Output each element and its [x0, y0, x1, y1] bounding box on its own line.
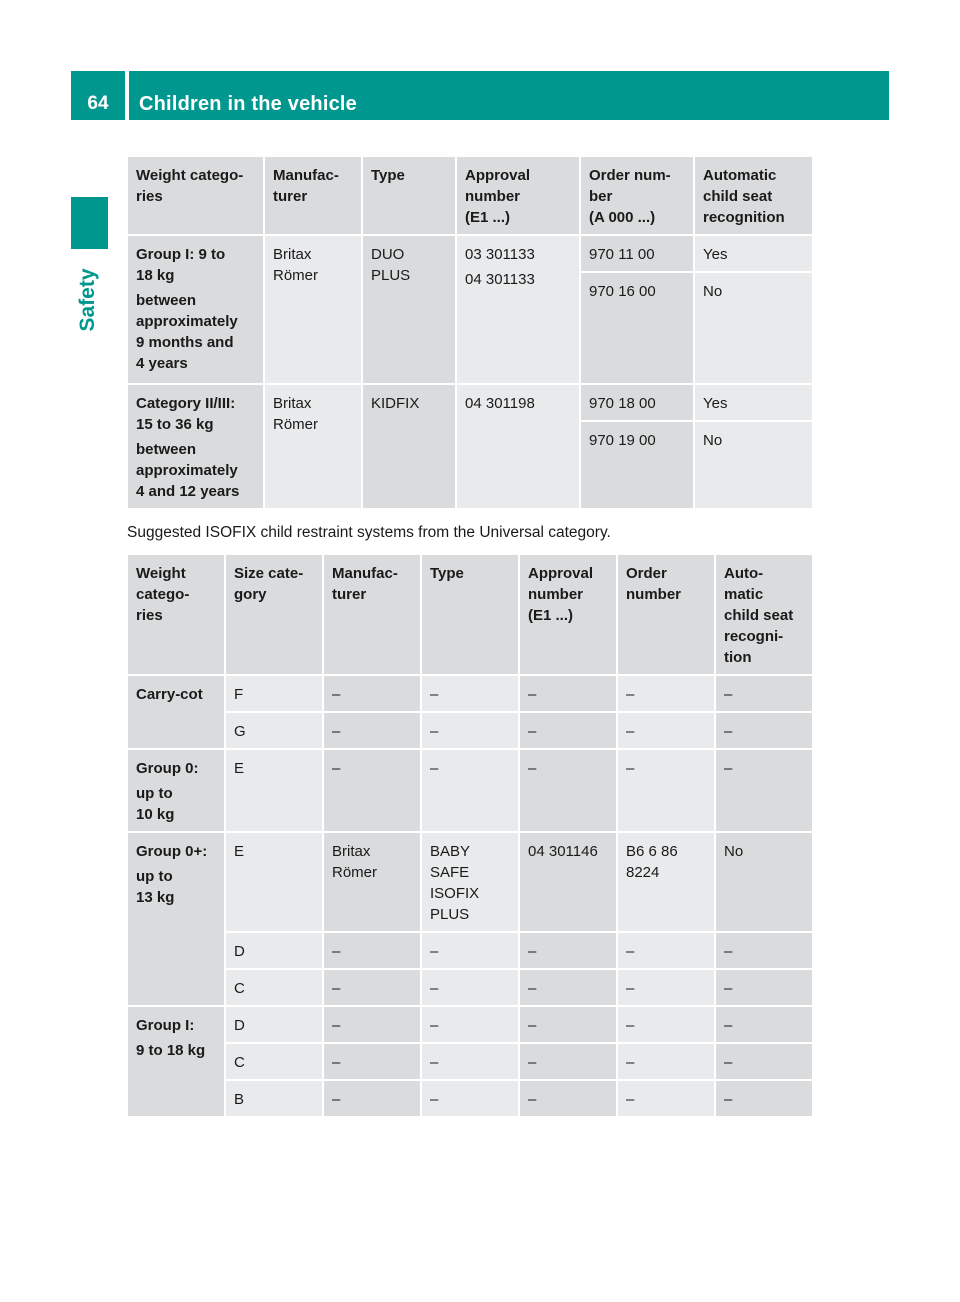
weight-category-detail-line: between — [136, 292, 197, 309]
cell-text: Britax — [332, 843, 371, 860]
size-category-cell: E — [225, 749, 323, 832]
column-header — [456, 156, 580, 235]
order-number-cell — [617, 675, 715, 712]
type-cell — [421, 969, 519, 1006]
auto-recognition-cell — [715, 1043, 813, 1080]
weight-category-title: Group I: — [136, 1017, 195, 1034]
weight-category-detail-line: up to — [136, 868, 173, 885]
column-header-line: Size cate- — [234, 565, 304, 582]
size-category-cell: B — [225, 1080, 323, 1117]
column-header — [127, 554, 225, 675]
weight-category-cell — [127, 749, 225, 832]
cell-text: – — [528, 723, 537, 740]
table-row — [127, 712, 813, 749]
table-header-row — [127, 156, 813, 235]
column-header-line: child seat — [724, 607, 794, 624]
weight-category-detail — [136, 290, 255, 374]
weight-category-cell — [127, 384, 264, 509]
column-header-line: ries — [136, 188, 163, 205]
header-divider — [125, 71, 129, 120]
column-header-line: Approval — [465, 167, 531, 184]
order-number-cell — [617, 1080, 715, 1117]
auto-recognition-cell — [715, 1006, 813, 1043]
auto-recognition-cell: Yes — [694, 384, 813, 421]
weight-category-detail — [136, 439, 255, 502]
weight-category-detail-line: 13 kg — [136, 889, 175, 906]
table-row — [127, 1043, 813, 1080]
approval-cell — [456, 384, 580, 509]
cell-text: ISOFIX — [430, 885, 480, 902]
cell-text: – — [332, 760, 341, 777]
cell-text: – — [430, 980, 439, 997]
column-header-line: Order num- — [589, 167, 671, 184]
manufacturer-text: Britax — [273, 246, 312, 263]
weight-category-detail — [136, 866, 216, 908]
weight-category-cell — [127, 235, 264, 384]
section-marker — [71, 197, 108, 249]
manufacturer-cell — [264, 384, 362, 509]
weight-category-detail-line: 10 kg — [136, 806, 175, 823]
column-header — [362, 156, 456, 235]
approval-cell — [519, 675, 617, 712]
cell-text: – — [332, 723, 341, 740]
approval-text: 03 301133 — [465, 246, 535, 263]
type-cell — [421, 1080, 519, 1117]
type-cell — [421, 832, 519, 932]
size-category-cell: G — [225, 712, 323, 749]
column-header-line: number — [626, 586, 682, 603]
weight-category-detail-line: 9 months and — [136, 334, 234, 351]
isofix-universal-table — [126, 553, 814, 1118]
approval-cell — [519, 749, 617, 832]
column-header-line: recogni- — [724, 628, 784, 645]
approval-cell — [519, 832, 617, 932]
table-row — [127, 749, 813, 832]
order-number-cell: 970 19 00 — [580, 421, 694, 509]
approval-cell — [519, 932, 617, 969]
cell-text: – — [528, 686, 537, 703]
auto-recognition-cell — [715, 969, 813, 1006]
column-header-line: Weight — [136, 565, 186, 582]
cell-text: – — [626, 1054, 635, 1071]
auto-recognition-cell — [715, 832, 813, 932]
manufacturer-cell — [264, 235, 362, 384]
column-header — [421, 554, 519, 675]
column-header — [519, 554, 617, 675]
cell-text: – — [724, 1091, 733, 1108]
cell-text: – — [724, 760, 733, 777]
manufacturer-cell — [323, 969, 421, 1006]
column-header-line: Auto- — [724, 565, 764, 582]
manufacturer-cell — [323, 712, 421, 749]
approval-cell — [519, 969, 617, 1006]
section-label: Safety — [76, 268, 99, 332]
approval-cell — [519, 1043, 617, 1080]
cell-text: – — [528, 760, 537, 777]
cell-text: – — [626, 1091, 635, 1108]
cell-text: B6 6 86 — [626, 843, 678, 860]
weight-category-title: 18 kg — [136, 267, 175, 284]
weight-category-cell — [127, 675, 225, 749]
approval-text: 04 301133 — [465, 271, 535, 288]
cell-text: – — [528, 1017, 537, 1034]
order-number-cell — [617, 749, 715, 832]
page-number: 64 — [87, 93, 109, 114]
type-cell — [421, 1006, 519, 1043]
size-category-cell: D — [225, 1006, 323, 1043]
column-header — [127, 156, 264, 235]
approval-cell — [456, 235, 580, 384]
weight-category-detail-line: 4 and 12 years — [136, 483, 240, 500]
auto-recognition-cell: Yes — [694, 235, 813, 272]
column-header-line: matic — [724, 586, 764, 603]
column-header-line: Type — [371, 167, 405, 184]
order-number-cell: 970 16 00 — [580, 272, 694, 384]
table-row — [127, 1006, 813, 1043]
auto-recognition-cell — [715, 932, 813, 969]
type-cell — [362, 384, 456, 509]
weight-category-detail — [136, 783, 216, 825]
page-header-bar — [71, 71, 889, 120]
column-header-line: child seat — [703, 188, 773, 205]
approval-cell — [519, 712, 617, 749]
column-header — [617, 554, 715, 675]
column-header-line: number — [465, 188, 521, 205]
column-header-line: Manufac- — [273, 167, 339, 184]
table-row — [127, 675, 813, 712]
weight-category-detail-line: approximately — [136, 313, 238, 330]
manufacturer-cell — [323, 675, 421, 712]
cell-text: – — [332, 980, 341, 997]
cell-text: BABY SAFE — [430, 843, 470, 881]
type-text: DUO — [371, 246, 405, 263]
manufacturer-cell — [323, 1006, 421, 1043]
cell-text: – — [430, 1054, 439, 1071]
auto-recognition-cell: No — [694, 421, 813, 509]
page-title: Children in the vehicle — [139, 93, 357, 115]
weight-category-detail-line: 9 to 18 kg — [136, 1042, 206, 1059]
table-row — [127, 969, 813, 1006]
type-cell — [421, 712, 519, 749]
weight-category-detail — [136, 1040, 216, 1061]
cell-text: 8224 — [626, 864, 660, 881]
order-number-cell — [617, 932, 715, 969]
auto-recognition-cell — [715, 675, 813, 712]
manufacturer-text: Britax — [273, 395, 312, 412]
type-text: KIDFIX — [371, 395, 420, 412]
column-header-line: Approval — [528, 565, 594, 582]
weight-category-detail-line: up to — [136, 785, 173, 802]
cell-text: PLUS — [430, 906, 470, 923]
cell-text: – — [626, 686, 635, 703]
column-header-line: number — [528, 586, 584, 603]
cell-text: – — [332, 1091, 341, 1108]
column-header-line: (E1 ...) — [528, 607, 574, 624]
order-number-cell — [617, 1006, 715, 1043]
type-cell — [421, 675, 519, 712]
table-row — [127, 932, 813, 969]
cell-text: – — [626, 760, 635, 777]
table-caption: Suggested ISOFIX child restraint systems from the Universal category. — [127, 524, 611, 541]
approval-text: 04 301198 — [465, 395, 535, 412]
order-number-cell: 970 18 00 — [580, 384, 694, 421]
table-row — [127, 1080, 813, 1117]
cell-text: – — [332, 686, 341, 703]
approval-cell — [519, 1006, 617, 1043]
cell-text: – — [626, 980, 635, 997]
manufacturer-cell — [323, 932, 421, 969]
approval-cell — [519, 1080, 617, 1117]
type-cell — [362, 235, 456, 384]
manufacturer-cell — [323, 749, 421, 832]
cell-text: – — [430, 723, 439, 740]
weight-category-title: 15 to 36 kg — [136, 416, 214, 433]
weight-category-title: Group 0+: — [136, 843, 208, 860]
order-number-cell: 970 11 00 — [580, 235, 694, 272]
auto-recognition-cell: No — [694, 272, 813, 384]
weight-category-title: Group 0: — [136, 760, 199, 777]
weight-category-title: Group I: 9 to — [136, 246, 226, 263]
cell-text: – — [430, 760, 439, 777]
column-header-line: Order — [626, 565, 667, 582]
column-header-line: Type — [430, 565, 464, 582]
cell-text: – — [332, 1054, 341, 1071]
column-header-line: Weight catego- — [136, 167, 244, 184]
cell-text: – — [528, 1054, 537, 1071]
column-header — [225, 554, 323, 675]
isofix-specific-table — [126, 155, 814, 510]
auto-recognition-cell — [715, 1080, 813, 1117]
order-number-cell — [617, 969, 715, 1006]
cell-text: – — [430, 1017, 439, 1034]
cell-text: – — [430, 943, 439, 960]
size-category-cell: E — [225, 832, 323, 932]
column-header — [694, 156, 813, 235]
manufacturer-cell — [323, 1080, 421, 1117]
cell-text: – — [724, 686, 733, 703]
column-header-line: catego- — [136, 586, 190, 603]
column-header-line: Automatic — [703, 167, 777, 184]
weight-category-title: Category II/III: — [136, 395, 236, 412]
column-header-line: (E1 ...) — [465, 209, 511, 226]
cell-text: – — [528, 943, 537, 960]
column-header-line: ber — [589, 188, 613, 205]
type-text: PLUS — [371, 267, 411, 284]
cell-text: – — [724, 1017, 733, 1034]
column-header-line: turer — [332, 586, 367, 603]
manufacturer-text: Römer — [273, 267, 319, 284]
cell-text: – — [332, 943, 341, 960]
size-category-cell: D — [225, 932, 323, 969]
type-cell — [421, 749, 519, 832]
weight-category-detail-line: 4 years — [136, 355, 188, 372]
order-number-cell — [617, 1043, 715, 1080]
table-row — [127, 832, 813, 932]
column-header-line: tion — [724, 649, 752, 666]
column-header-line: turer — [273, 188, 308, 205]
order-number-cell — [617, 712, 715, 749]
column-header-line: ries — [136, 607, 163, 624]
size-category-cell: C — [225, 969, 323, 1006]
weight-category-cell — [127, 1006, 225, 1117]
weight-category-title: Carry-cot — [136, 686, 203, 703]
cell-text: – — [528, 1091, 537, 1108]
weight-category-cell — [127, 832, 225, 1006]
cell-text: – — [430, 686, 439, 703]
column-header-line: gory — [234, 586, 267, 603]
size-category-cell: F — [225, 675, 323, 712]
table-row — [127, 384, 813, 421]
cell-text: – — [724, 980, 733, 997]
column-header-line: (A 000 ...) — [589, 209, 656, 226]
cell-text: No — [724, 843, 744, 860]
manufacturer-text: Römer — [273, 416, 319, 433]
cell-text: – — [332, 1017, 341, 1034]
cell-text: Römer — [332, 864, 378, 881]
order-number-cell — [617, 832, 715, 932]
cell-text: – — [724, 943, 733, 960]
auto-recognition-cell — [715, 749, 813, 832]
column-header-line: Manufac- — [332, 565, 398, 582]
cell-text: – — [626, 723, 635, 740]
type-cell — [421, 932, 519, 969]
cell-text: – — [430, 1091, 439, 1108]
column-header — [323, 554, 421, 675]
cell-text: 04 301146 — [528, 843, 598, 860]
cell-text: – — [528, 980, 537, 997]
column-header — [580, 156, 694, 235]
weight-category-detail-line: between — [136, 441, 197, 458]
cell-text: – — [724, 723, 733, 740]
type-cell — [421, 1043, 519, 1080]
manufacturer-cell — [323, 832, 421, 932]
manufacturer-cell — [323, 1043, 421, 1080]
cell-text: – — [626, 1017, 635, 1034]
column-header — [715, 554, 813, 675]
column-header — [264, 156, 362, 235]
auto-recognition-cell — [715, 712, 813, 749]
size-category-cell: C — [225, 1043, 323, 1080]
table-header-row — [127, 554, 813, 675]
cell-text: – — [724, 1054, 733, 1071]
column-header-line: recognition — [703, 209, 785, 226]
weight-category-detail-line: approximately — [136, 462, 238, 479]
table-row — [127, 235, 813, 272]
cell-text: – — [626, 943, 635, 960]
